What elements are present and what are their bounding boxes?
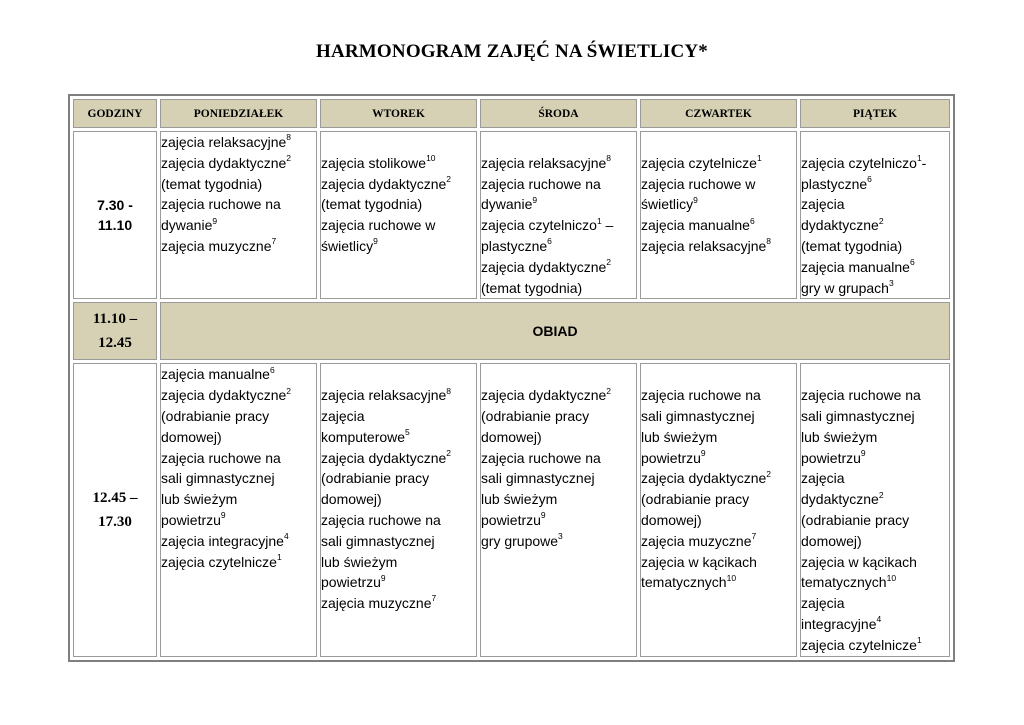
activity-line: zajęcia — [801, 196, 845, 213]
footnote-ref: 1 — [916, 635, 922, 646]
activity-line: zajęcia dydaktyczne$^2$ — [481, 257, 612, 275]
time-end: 12.45 — [98, 335, 132, 352]
footnote-ref: 6 — [547, 236, 552, 247]
activity-line: dywanie$^9$ — [481, 194, 538, 213]
footnote-ref: 9 — [373, 236, 378, 247]
activity-line: domowej) — [641, 511, 702, 528]
footnote-ref: 9 — [380, 572, 386, 583]
footnote-ref: 4 — [876, 614, 882, 625]
activity-line: zajęcia ruchowe na — [481, 449, 601, 466]
column-header-poniedzialek: PONIEDZIAŁEK — [160, 99, 317, 128]
activity-line: domowej) — [161, 428, 222, 445]
time-start: 7.30 - — [97, 197, 133, 214]
activity-line: zajęcia czytelniczo$^1$ – — [481, 215, 614, 234]
footnote-ref: 4 — [283, 531, 289, 542]
schedule-table — [68, 94, 955, 662]
footnote-ref: 7 — [431, 593, 437, 604]
footnote-ref: 1 — [916, 153, 922, 164]
activity-cell-tuesday-afternoon — [320, 363, 477, 656]
activity-line: lub świeżym — [481, 491, 558, 508]
activity-line: lub świeżym — [641, 428, 718, 445]
activity-cell-friday-morning — [800, 131, 950, 299]
footnote-ref: 2 — [446, 173, 452, 184]
activity-cell-wednesday-afternoon — [480, 363, 637, 656]
activity-cell-wednesday-morning — [480, 131, 637, 299]
activity-line: zajęcia ruchowe na — [801, 387, 921, 404]
activity-line: powietrzu$^9$ — [481, 510, 546, 528]
activity-line: (odrabianie pracy — [161, 407, 270, 424]
activity-line: zajęcia muzyczne$^7$ — [161, 236, 277, 254]
activity-line — [321, 364, 476, 385]
activity-line: (odrabianie pracy — [481, 407, 590, 424]
activity-line: dydaktyczne$^2$ — [801, 215, 884, 234]
activity-line: zajęcia ruchowe na — [321, 511, 441, 528]
activity-line: (temat tygodnia) — [481, 279, 583, 296]
activity-cell-monday-afternoon — [160, 363, 317, 656]
activity-cell-friday-afternoon — [800, 363, 950, 656]
activity-line: zajęcia — [801, 595, 845, 612]
activity-line: (odrabianie pracy — [801, 511, 910, 528]
time-start: 12.45 – — [92, 489, 138, 506]
activity-line: zajęcia relaksacyjne$^8$ — [641, 236, 772, 254]
footnote-ref: 3 — [888, 277, 894, 288]
header-row — [73, 99, 950, 128]
activity-line: tematycznych$^{10}$ — [801, 572, 897, 591]
activity-line: zajęcia czytelniczo$^1$- — [801, 153, 927, 171]
activity-line: zajęcia relaksacyjne$^8$ — [321, 385, 452, 404]
footnote-ref: 6 — [269, 364, 275, 375]
activity-line: (temat tygodnia) — [321, 196, 423, 213]
activity-line: zajęcia manualne$^6$ — [801, 257, 915, 275]
activity-line: powietrzu$^9$ — [641, 447, 706, 466]
footnote-ref: 9 — [693, 194, 698, 205]
activity-line: integracyjne$^4$ — [801, 614, 882, 632]
activity-line: zajęcia integracyjne$^4$ — [161, 531, 289, 549]
time-slot-morning — [73, 131, 157, 299]
document-title: HARMONOGRAM ZAJĘĆ NA ŚWIETLICY* — [315, 41, 709, 62]
footnote-ref: 2 — [878, 215, 884, 226]
footnote-ref: 9 — [700, 447, 706, 458]
activity-line: plastyczne$^6$ — [801, 173, 872, 192]
activity-line: (temat tygodnia) — [161, 175, 263, 192]
activity-line: świetlicy$^9$ — [641, 194, 698, 213]
footnote-ref: 1 — [756, 153, 762, 164]
time-slot-lunch — [73, 302, 157, 360]
activity-line: sali gimnastycznej — [161, 470, 275, 487]
activity-line: zajęcia dydaktyczne$^2$ — [321, 173, 452, 192]
activity-line: powietrzu$^9$ — [801, 447, 866, 466]
activity-line: dywanie$^9$ — [161, 215, 218, 234]
activity-line: domowej) — [321, 491, 382, 508]
activity-line: domowej) — [801, 532, 862, 549]
activity-line: zajęcia muzyczne$^7$ — [641, 531, 757, 549]
activity-line — [801, 132, 949, 153]
activity-line: lub świeżym — [801, 428, 878, 445]
activity-line: sali gimnastycznej — [481, 470, 595, 487]
activity-line: zajęcia w kącikach — [801, 553, 917, 570]
column-header-sroda: ŚRODA — [480, 99, 637, 128]
table-row-morning — [73, 131, 950, 299]
footnote-ref: 8 — [766, 236, 772, 247]
footnote-ref: 6 — [749, 215, 755, 226]
footnote-ref: 6 — [867, 173, 872, 184]
column-header-godziny: GODZINY — [73, 99, 157, 128]
footnote-ref: 9 — [532, 194, 538, 205]
activity-line: zajęcia czytelnicze$^1$ — [801, 635, 922, 653]
time-slot-afternoon — [73, 363, 157, 656]
footnote-ref: 5 — [405, 427, 410, 438]
activity-line: lub świeżym — [161, 491, 238, 508]
activity-line: powietrzu$^9$ — [161, 510, 226, 528]
activity-line: zajęcia ruchowe w — [321, 217, 436, 234]
table-row-afternoon — [73, 363, 950, 656]
activity-line: sali gimnastycznej — [641, 407, 755, 424]
activity-line — [641, 364, 796, 385]
column-header-czwartek: CZWARTEK — [640, 99, 797, 128]
activity-line: zajęcia — [801, 470, 845, 487]
footnote-ref: 8 — [606, 153, 612, 164]
footnote-ref: 10 — [726, 572, 737, 583]
footnote-ref: 9 — [860, 447, 866, 458]
footnote-ref: 7 — [271, 236, 277, 247]
activity-line: zajęcia stolikowe$^{10}$ — [321, 153, 436, 171]
footnote-ref: 9 — [540, 510, 546, 521]
activity-line: sali gimnastycznej — [321, 532, 435, 549]
footnote-ref: 3 — [558, 531, 563, 542]
activity-line: zajęcia relaksacyjne$^8$ — [481, 153, 612, 171]
activity-line: (odrabianie pracy — [641, 491, 750, 508]
activity-line: zajęcia — [321, 407, 365, 424]
footnote-ref: 1 — [596, 215, 602, 226]
activity-line: gry w grupach$^3$ — [801, 277, 894, 296]
footnote-ref: 7 — [751, 531, 757, 542]
footnote-ref: 8 — [286, 132, 292, 143]
activity-line: zajęcia dydaktyczne$^2$ — [161, 153, 292, 171]
activity-line: sali gimnastycznej — [801, 407, 915, 424]
activity-line: zajęcia ruchowe w — [641, 175, 756, 192]
activity-line: plastyczne$^6$ — [481, 236, 552, 254]
footnote-ref: 2 — [286, 153, 292, 164]
footnote-ref: 6 — [909, 257, 915, 268]
activity-line — [481, 132, 636, 153]
footnote-ref: 10 — [886, 572, 897, 583]
activity-line: tematycznych$^{10}$ — [641, 572, 737, 591]
activity-line: lub świeżym — [321, 553, 398, 570]
activity-line: gry grupowe$^3$ — [481, 531, 563, 549]
activity-line: zajęcia dydaktyczne$^2$ — [321, 447, 452, 466]
footnote-ref: 8 — [446, 385, 452, 396]
lunch-cell: OBIAD — [160, 302, 950, 360]
activity-line: zajęcia w kącikach — [641, 553, 757, 570]
activity-line: zajęcia muzyczne$^7$ — [321, 593, 437, 612]
activity-line: (odrabianie pracy — [321, 470, 430, 487]
activity-line: zajęcia dydaktyczne$^2$ — [161, 385, 292, 404]
activity-line: powietrzu$^9$ — [321, 572, 386, 591]
footnote-ref: 2 — [446, 447, 452, 458]
activity-line: komputerowe$^5$ — [321, 427, 410, 445]
activity-cell-tuesday-morning — [320, 131, 477, 299]
activity-line: zajęcia ruchowe na — [641, 387, 761, 404]
activity-line: zajęcia manualne$^6$ — [641, 215, 755, 234]
activity-line: zajęcia relaksacyjne$^8$ — [161, 132, 292, 150]
footnote-ref: 9 — [220, 510, 226, 521]
footnote-ref: 2 — [286, 385, 292, 396]
footnote-ref: 1 — [276, 551, 282, 562]
activity-line: zajęcia manualne$^6$ — [161, 364, 275, 383]
activity-line — [801, 364, 949, 385]
footnote-ref: 9 — [212, 215, 218, 226]
activity-cell-monday-morning — [160, 131, 317, 299]
activity-line: zajęcia czytelnicze$^1$ — [641, 153, 762, 171]
footnote-ref: 2 — [606, 385, 612, 396]
activity-line — [481, 364, 636, 385]
activity-line: zajęcia dydaktyczne$^2$ — [481, 385, 612, 404]
activity-line: (temat tygodnia) — [801, 237, 903, 254]
activity-line: świetlicy$^9$ — [321, 236, 378, 254]
activity-cell-thursday-afternoon — [640, 363, 797, 656]
footnote-ref: 2 — [766, 468, 772, 479]
footnote-ref: 10 — [426, 153, 436, 164]
footnote-ref: 2 — [878, 489, 884, 500]
activity-line: zajęcia ruchowe na — [481, 175, 601, 192]
time-start: 11.10 – — [92, 311, 138, 328]
activity-line — [321, 132, 476, 153]
activity-line: zajęcia ruchowe na — [161, 449, 281, 466]
activity-line — [641, 132, 796, 153]
activity-line: domowej) — [481, 428, 542, 445]
column-header-piatek: PIĄTEK — [800, 99, 950, 128]
table-row-lunch — [73, 302, 950, 360]
activity-line: zajęcia ruchowe na — [161, 196, 281, 213]
footnote-ref: 2 — [606, 257, 612, 268]
time-end: 11.10 — [97, 217, 133, 234]
time-end: 17.30 — [98, 513, 132, 530]
activity-line: zajęcia czytelnicze$^1$ — [161, 551, 282, 570]
activity-line: dydaktyczne$^2$ — [801, 489, 884, 508]
activity-cell-thursday-morning — [640, 131, 797, 299]
column-header-wtorek: WTOREK — [320, 99, 477, 128]
activity-line: zajęcia dydaktyczne$^2$ — [641, 468, 772, 487]
